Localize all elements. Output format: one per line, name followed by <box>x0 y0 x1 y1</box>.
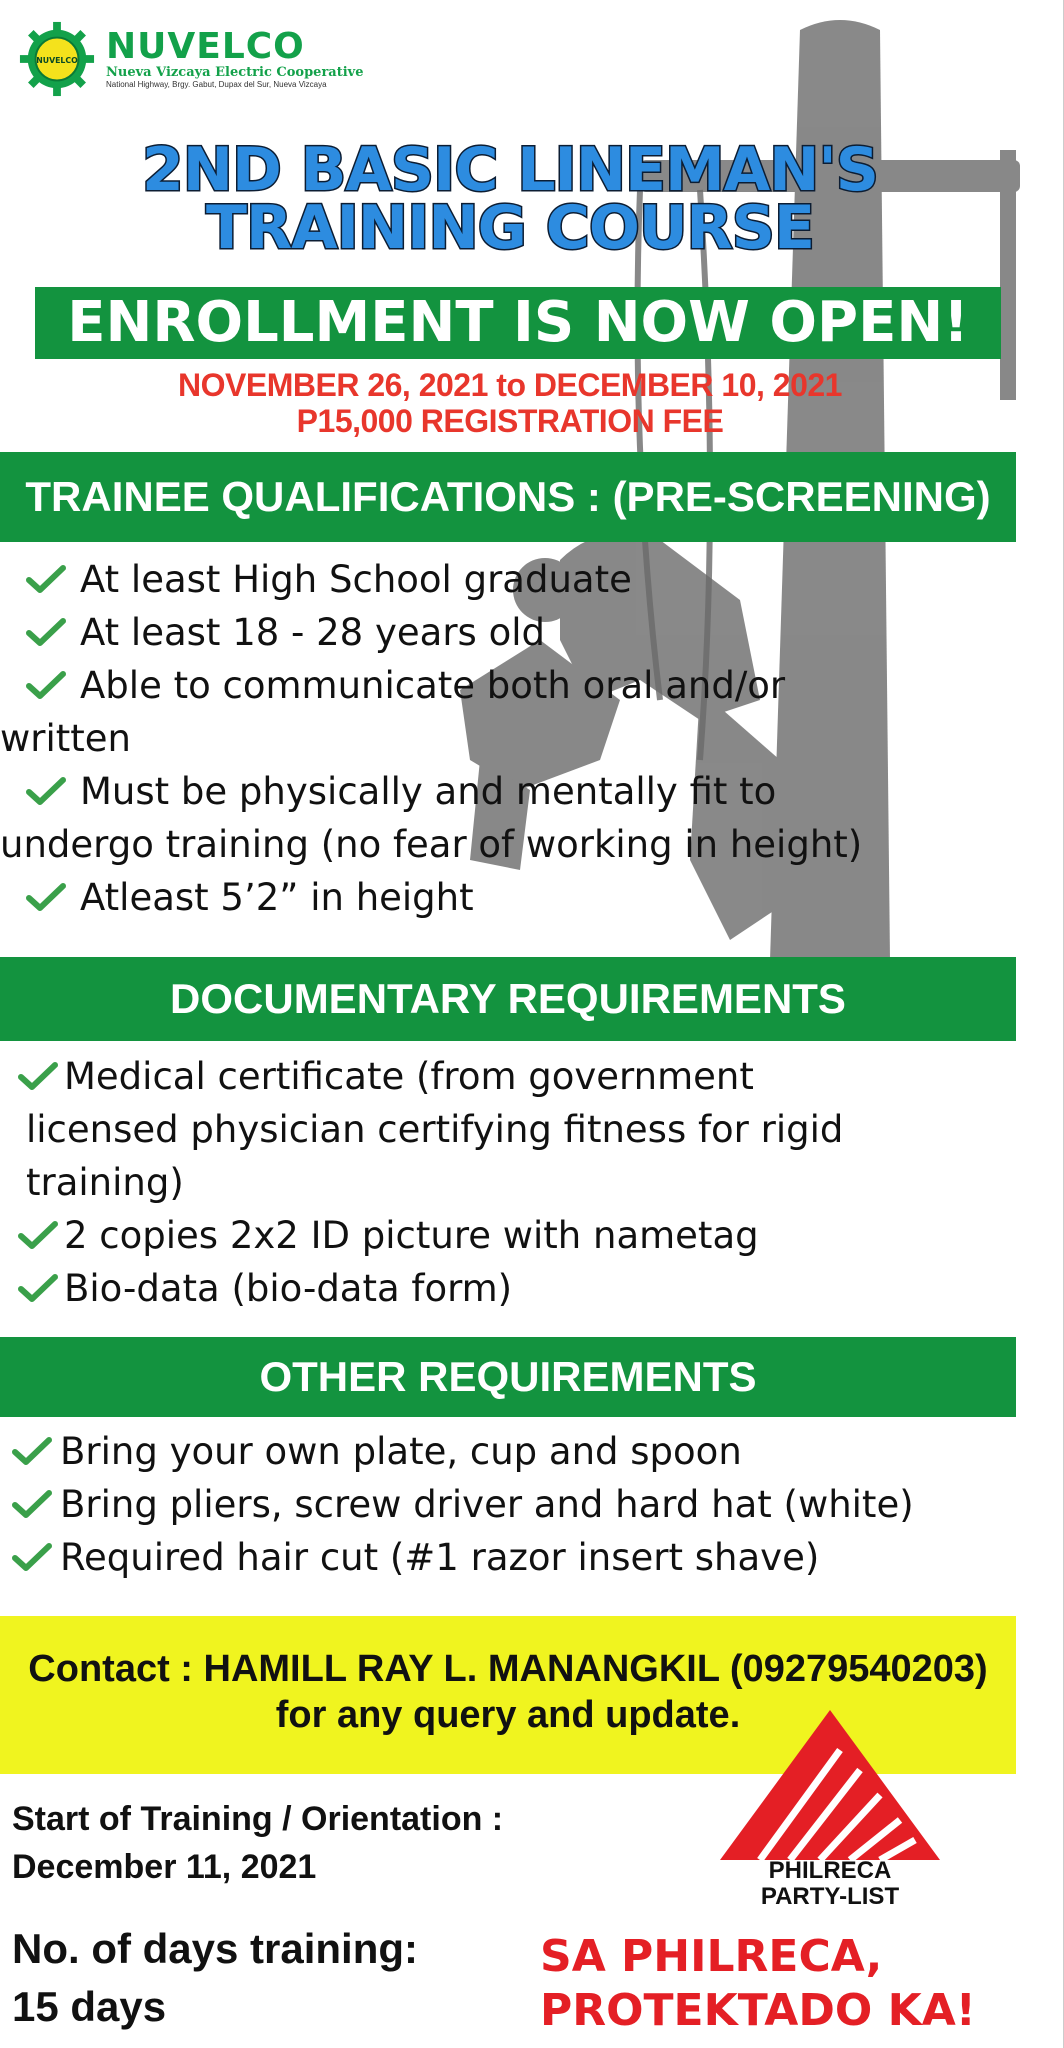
qualification-text: Able to communicate both oral and/or <box>80 664 786 707</box>
document-text: 2 copies 2x2 ID picture with nametag <box>64 1214 759 1257</box>
list-item <box>26 606 1042 659</box>
contact-line: Contact : HAMILL RAY L. MANANGKIL (09279540203) <box>28 1648 988 1690</box>
check-icon <box>12 1489 52 1519</box>
course-title-line2: TRAINING COURSE <box>206 193 814 263</box>
registration-fee: P15,000 REGISTRATION FEE <box>296 403 724 439</box>
qualifications-heading: TRAINEE QUALIFICATIONS : (PRE-SCREENING) <box>0 452 1016 542</box>
slogan-line2: PROTEKTADO KA! <box>540 1985 976 2036</box>
check-icon <box>26 776 66 806</box>
nuvelco-logo <box>18 20 364 98</box>
document-text: Bio-data (bio-data form) <box>64 1267 513 1310</box>
check-icon <box>12 1542 52 1572</box>
philreca-name <box>700 1858 960 1910</box>
start-date: December 11, 2021 <box>12 1848 317 1886</box>
list-item <box>26 871 1042 924</box>
training-start <box>12 1795 503 1891</box>
qualification-text: At least 18 - 28 years old <box>80 611 545 654</box>
logo-seal-text: NUVELCO <box>36 55 78 65</box>
qualification-text-cont: undergo training (no fear of working in height) <box>0 823 863 866</box>
contact-note: for any query and update. <box>275 1694 741 1736</box>
document-text: Medical certificate (from government <box>64 1055 754 1098</box>
check-icon <box>26 670 66 700</box>
list-item <box>0 765 1042 871</box>
check-icon <box>12 1436 52 1466</box>
course-title-line1: 2ND BASIC LINEMAN'S <box>142 135 878 205</box>
days-label: No. of days training: <box>12 1925 419 1972</box>
other-text: Bring your own plate, cup and spoon <box>60 1430 742 1473</box>
brand-address: National Highway, Brgy. Gabut, Dupax del Sur, Nueva Vizcaya <box>106 79 327 89</box>
qualification-text: Must be physically and mentally fit to <box>80 770 777 813</box>
check-icon <box>18 1220 58 1250</box>
list-item <box>12 1425 1028 1478</box>
qualification-text: At least High School graduate <box>80 558 632 601</box>
check-icon <box>18 1273 58 1303</box>
list-item <box>18 1050 1034 1209</box>
training-days <box>12 1920 418 2036</box>
enrollment-banner: ENROLLMENT IS NOW OPEN! <box>35 287 1001 359</box>
other-list <box>12 1425 1028 1584</box>
philreca-name-line1: PHILRECA <box>768 1857 892 1884</box>
document-text-cont: licensed physician certifying fitness for rigid <box>26 1108 844 1151</box>
other-text: Bring pliers, screw driver and hard hat (white) <box>60 1483 914 1526</box>
other-text: Required hair cut (#1 razor insert shave) <box>60 1536 820 1579</box>
list-item <box>0 659 1042 765</box>
qualification-text-cont: written <box>0 717 131 760</box>
philreca-name-line2: PARTY-LIST <box>760 1883 900 1910</box>
brand-subtitle: Nueva Vizcaya Electric Cooperative <box>106 64 364 80</box>
documentary-list <box>18 1050 1034 1315</box>
document-text-cont: training) <box>26 1161 184 1204</box>
documentary-heading: DOCUMENTARY REQUIREMENTS <box>0 957 1016 1041</box>
brand-name: NUVELCO <box>106 25 305 67</box>
list-item <box>26 553 1042 606</box>
list-item <box>18 1209 1034 1262</box>
list-item <box>12 1478 1028 1531</box>
gear-logo-icon <box>18 20 96 98</box>
days-value: 15 days <box>12 1983 167 2030</box>
qualifications-list <box>0 553 1042 924</box>
check-icon <box>26 617 66 647</box>
check-icon <box>18 1061 58 1091</box>
start-label: Start of Training / Orientation : <box>12 1800 504 1838</box>
slogan-line1: SA PHILRECA, <box>540 1931 883 1982</box>
other-heading: OTHER REQUIREMENTS <box>0 1337 1016 1417</box>
check-icon <box>26 882 66 912</box>
slogan <box>540 1930 1040 2038</box>
enrollment-dates: NOVEMBER 26, 2021 to DECEMBER 10, 2021 <box>178 367 842 403</box>
check-icon <box>26 564 66 594</box>
list-item <box>12 1531 1028 1584</box>
qualification-text: Atleast 5’2” in height <box>80 876 474 919</box>
list-item <box>18 1262 1034 1315</box>
